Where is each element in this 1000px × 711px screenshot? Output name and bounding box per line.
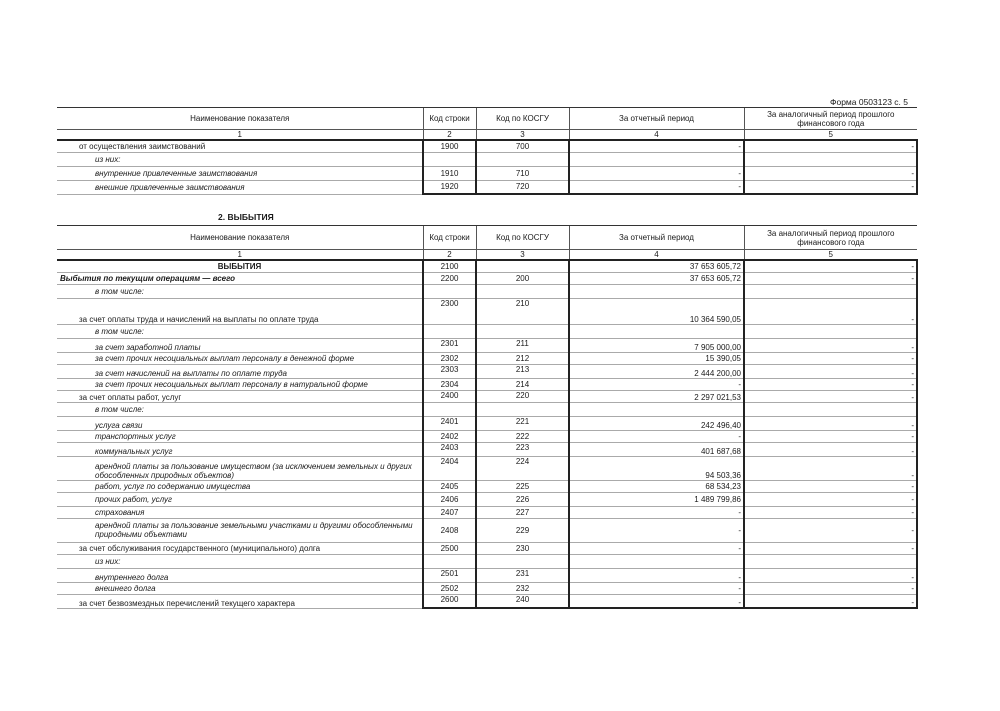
row-kosgu: 211 bbox=[476, 338, 569, 352]
section-title: 2. ВЫБЫТИЯ bbox=[218, 212, 274, 222]
row-previous: - bbox=[744, 492, 917, 506]
row-name: за счет оплаты работ, услуг bbox=[57, 390, 423, 402]
row-current: - bbox=[569, 518, 744, 542]
row-code: 1900 bbox=[423, 140, 476, 152]
row-current: - bbox=[569, 582, 744, 594]
row-name: за счет начислений на выплаты по оплате труда bbox=[57, 364, 423, 378]
row-current: 1 489 799,86 bbox=[569, 492, 744, 506]
row-code bbox=[423, 402, 476, 416]
table-row bbox=[57, 166, 917, 180]
row-current: - bbox=[569, 140, 744, 152]
row-current bbox=[569, 402, 744, 416]
row-kosgu: 222 bbox=[476, 430, 569, 442]
form-reference: Форма 0503123 с. 5 bbox=[830, 97, 909, 107]
row-current: - bbox=[569, 568, 744, 582]
table-row bbox=[57, 506, 917, 518]
row-current: - bbox=[569, 180, 744, 194]
row-code bbox=[423, 554, 476, 568]
row-previous: - bbox=[744, 442, 917, 456]
row-current bbox=[569, 324, 744, 338]
table-row bbox=[57, 378, 917, 390]
row-kosgu: 226 bbox=[476, 492, 569, 506]
table-row bbox=[57, 456, 917, 480]
row-kosgu: 212 bbox=[476, 352, 569, 364]
row-previous: - bbox=[744, 518, 917, 542]
row-current: 37 653 605,72 bbox=[569, 260, 744, 272]
table-row bbox=[57, 180, 917, 194]
row-name: работ, услуг по содержанию имущества bbox=[57, 480, 423, 492]
row-code: 2408 bbox=[423, 518, 476, 542]
row-previous: - bbox=[744, 180, 917, 194]
row-name: страхования bbox=[57, 506, 423, 518]
table-row bbox=[57, 272, 917, 284]
row-previous: - bbox=[744, 506, 917, 518]
row-previous: - bbox=[744, 542, 917, 554]
row-kosgu: 710 bbox=[476, 166, 569, 180]
row-code: 2300 bbox=[423, 298, 476, 324]
row-code: 2100 bbox=[423, 260, 476, 272]
row-current: 10 364 590,05 bbox=[569, 298, 744, 324]
row-code: 2301 bbox=[423, 338, 476, 352]
row-current: - bbox=[569, 166, 744, 180]
row-kosgu: 214 bbox=[476, 378, 569, 390]
row-kosgu: 700 bbox=[476, 140, 569, 152]
row-previous: - bbox=[744, 260, 917, 272]
row-name: арендной платы за пользование имуществом (за исключением земельных и других обособленных природных объектов) bbox=[57, 456, 423, 480]
row-kosgu: 240 bbox=[476, 594, 569, 608]
row-name: за счет прочих несоциальных выплат персоналу в натуральной форме bbox=[57, 378, 423, 390]
row-previous: - bbox=[744, 582, 917, 594]
row-code: 2405 bbox=[423, 480, 476, 492]
row-code: 2200 bbox=[423, 272, 476, 284]
row-name: внешнего долга bbox=[57, 582, 423, 594]
row-name: ВЫБЫТИЯ bbox=[57, 260, 423, 272]
row-name: коммунальных услуг bbox=[57, 442, 423, 456]
row-previous: - bbox=[744, 364, 917, 378]
header-current-period: За отчетный период bbox=[569, 108, 744, 130]
table-row bbox=[57, 492, 917, 506]
row-current: - bbox=[569, 430, 744, 442]
table-row bbox=[57, 338, 917, 352]
table-row bbox=[57, 260, 917, 272]
table-row bbox=[57, 364, 917, 378]
row-kosgu: 229 bbox=[476, 518, 569, 542]
col-number: 4 bbox=[569, 130, 744, 141]
table-row bbox=[57, 554, 917, 568]
receipts-borrowings-table bbox=[57, 107, 918, 195]
row-current: - bbox=[569, 378, 744, 390]
row-kosgu: 210 bbox=[476, 298, 569, 324]
row-kosgu bbox=[476, 324, 569, 338]
row-name: внутреннего долга bbox=[57, 568, 423, 582]
row-current bbox=[569, 284, 744, 298]
row-previous bbox=[744, 284, 917, 298]
table-row bbox=[57, 284, 917, 298]
table-row bbox=[57, 582, 917, 594]
row-code: 2302 bbox=[423, 352, 476, 364]
row-code: 2401 bbox=[423, 416, 476, 430]
row-code: 2406 bbox=[423, 492, 476, 506]
table-row bbox=[57, 568, 917, 582]
header-kosgu: Код по КОСГУ bbox=[476, 108, 569, 130]
row-current: - bbox=[569, 594, 744, 608]
row-kosgu: 213 bbox=[476, 364, 569, 378]
row-code: 2600 bbox=[423, 594, 476, 608]
row-name: услуга связи bbox=[57, 416, 423, 430]
row-code: 2501 bbox=[423, 568, 476, 582]
row-code: 2304 bbox=[423, 378, 476, 390]
row-code bbox=[423, 152, 476, 166]
row-name: за счет обслуживания государственного (муниципального) долга bbox=[57, 542, 423, 554]
row-kosgu: 224 bbox=[476, 456, 569, 480]
row-previous: - bbox=[744, 352, 917, 364]
row-previous: - bbox=[744, 480, 917, 492]
header-line-code: Код строки bbox=[423, 108, 476, 130]
row-kosgu: 232 bbox=[476, 582, 569, 594]
row-current: 68 534,23 bbox=[569, 480, 744, 492]
row-previous bbox=[744, 402, 917, 416]
row-name: из них: bbox=[57, 152, 423, 166]
row-previous bbox=[744, 324, 917, 338]
row-kosgu: 220 bbox=[476, 390, 569, 402]
row-code bbox=[423, 284, 476, 298]
row-kosgu bbox=[476, 284, 569, 298]
row-name: из них: bbox=[57, 554, 423, 568]
row-current: 37 653 605,72 bbox=[569, 272, 744, 284]
row-code: 1920 bbox=[423, 180, 476, 194]
table-row bbox=[57, 480, 917, 492]
row-kosgu bbox=[476, 152, 569, 166]
table-row bbox=[57, 152, 917, 166]
row-current: 401 687,68 bbox=[569, 442, 744, 456]
row-previous: - bbox=[744, 390, 917, 402]
col-number: 2 bbox=[423, 130, 476, 141]
row-code: 2407 bbox=[423, 506, 476, 518]
col-number: 3 bbox=[476, 250, 569, 261]
row-name: в том числе: bbox=[57, 402, 423, 416]
row-current: - bbox=[569, 506, 744, 518]
col-number: 3 bbox=[476, 130, 569, 141]
row-name: за счет прочих несоциальных выплат персоналу в денежной форме bbox=[57, 352, 423, 364]
header-line-code: Код строки bbox=[423, 226, 476, 250]
col-number: 1 bbox=[57, 250, 423, 261]
row-code: 2502 bbox=[423, 582, 476, 594]
table-row bbox=[57, 542, 917, 554]
row-code: 1910 bbox=[423, 166, 476, 180]
table-row bbox=[57, 298, 917, 324]
row-kosgu: 720 bbox=[476, 180, 569, 194]
row-kosgu: 231 bbox=[476, 568, 569, 582]
row-current: 2 444 200,00 bbox=[569, 364, 744, 378]
col-number: 1 bbox=[57, 130, 423, 141]
disposals-table bbox=[57, 225, 918, 609]
row-code: 2404 bbox=[423, 456, 476, 480]
row-previous: - bbox=[744, 594, 917, 608]
row-name: в том числе: bbox=[57, 284, 423, 298]
row-name: внутренние привлеченные заимствования bbox=[57, 166, 423, 180]
row-name: за счет заработной платы bbox=[57, 338, 423, 352]
row-name: транспортных услуг bbox=[57, 430, 423, 442]
row-code: 2500 bbox=[423, 542, 476, 554]
row-kosgu: 200 bbox=[476, 272, 569, 284]
row-previous: - bbox=[744, 378, 917, 390]
row-previous: - bbox=[744, 298, 917, 324]
row-current: - bbox=[569, 542, 744, 554]
col-number: 2 bbox=[423, 250, 476, 261]
row-name: прочих работ, услуг bbox=[57, 492, 423, 506]
row-current bbox=[569, 554, 744, 568]
row-kosgu: 230 bbox=[476, 542, 569, 554]
row-code: 2400 bbox=[423, 390, 476, 402]
row-previous: - bbox=[744, 140, 917, 152]
table-row bbox=[57, 352, 917, 364]
row-name: в том числе: bbox=[57, 324, 423, 338]
header-name: Наименование показателя bbox=[57, 108, 423, 130]
row-previous: - bbox=[744, 338, 917, 352]
row-name: от осуществления заимствований bbox=[57, 140, 423, 152]
row-current: 15 390,05 bbox=[569, 352, 744, 364]
header-kosgu: Код по КОСГУ bbox=[476, 226, 569, 250]
row-current: 94 503,36 bbox=[569, 456, 744, 480]
table-row bbox=[57, 402, 917, 416]
row-name: Выбытия по текущим операциям — всего bbox=[57, 272, 423, 284]
row-kosgu: 227 bbox=[476, 506, 569, 518]
row-current: 7 905 000,00 bbox=[569, 338, 744, 352]
table-row bbox=[57, 390, 917, 402]
table-row bbox=[57, 594, 917, 608]
row-code bbox=[423, 324, 476, 338]
row-name: за счет оплаты труда и начислений на выплаты по оплате труда bbox=[57, 298, 423, 324]
row-previous bbox=[744, 152, 917, 166]
table-row bbox=[57, 430, 917, 442]
row-previous: - bbox=[744, 568, 917, 582]
col-number: 4 bbox=[569, 250, 744, 261]
table-row bbox=[57, 416, 917, 430]
row-previous: - bbox=[744, 416, 917, 430]
table-row bbox=[57, 324, 917, 338]
row-current: 2 297 021,53 bbox=[569, 390, 744, 402]
row-previous: - bbox=[744, 272, 917, 284]
row-current: 242 496,40 bbox=[569, 416, 744, 430]
row-previous: - bbox=[744, 166, 917, 180]
row-name: арендной платы за пользование земельными участками и другими обособленными природными объектами bbox=[57, 518, 423, 542]
row-code: 2402 bbox=[423, 430, 476, 442]
row-kosgu: 223 bbox=[476, 442, 569, 456]
row-name: за счет безвозмездных перечислений текущего характера bbox=[57, 594, 423, 608]
row-kosgu bbox=[476, 260, 569, 272]
row-current bbox=[569, 152, 744, 166]
header-current-period: За отчетный период bbox=[569, 226, 744, 250]
row-kosgu: 221 bbox=[476, 416, 569, 430]
header-previous-period: За аналогичный период прошлого финансового года bbox=[744, 108, 917, 130]
row-previous: - bbox=[744, 456, 917, 480]
row-code: 2303 bbox=[423, 364, 476, 378]
header-previous-period: За аналогичный период прошлого финансового года bbox=[744, 226, 917, 250]
row-previous: - bbox=[744, 430, 917, 442]
col-number: 5 bbox=[744, 250, 917, 261]
row-previous bbox=[744, 554, 917, 568]
row-code: 2403 bbox=[423, 442, 476, 456]
table-row bbox=[57, 442, 917, 456]
row-name: внешние привлеченные заимствования bbox=[57, 180, 423, 194]
row-kosgu bbox=[476, 402, 569, 416]
col-number: 5 bbox=[744, 130, 917, 141]
row-kosgu: 225 bbox=[476, 480, 569, 492]
header-name: Наименование показателя bbox=[57, 226, 423, 250]
table-row bbox=[57, 140, 917, 152]
table-row bbox=[57, 518, 917, 542]
row-kosgu bbox=[476, 554, 569, 568]
